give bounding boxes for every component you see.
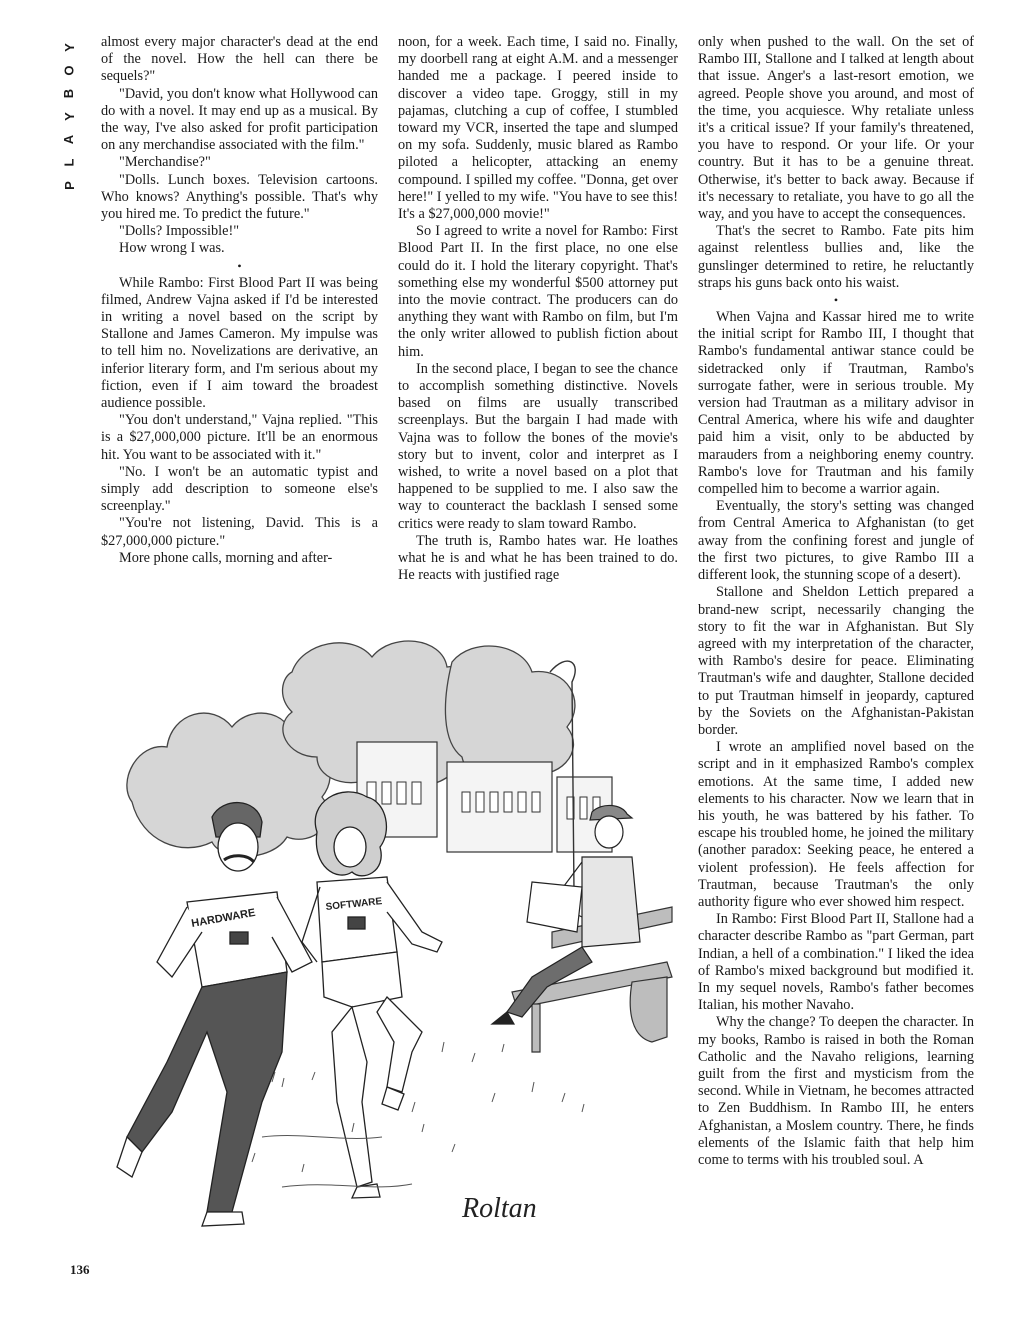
paragraph: almost every major character's dead at the end of the novel. How the hell can there be sequels?"	[101, 34, 378, 85]
paragraph: That's the secret to Rambo. Fate pits him against relentless bullies and, like the gunslinger determined to retire, he reluctantly straps his guns back onto his waist.	[698, 223, 974, 291]
brand-letter: P	[61, 181, 77, 190]
cartoonist-signature: Roltan	[462, 1193, 537, 1224]
brand-letter: L	[61, 158, 77, 167]
shirt-label-software: SOFTWARE	[325, 896, 383, 913]
paragraph: Stallone and Sheldon Lettich prepared a brand-new script, necessarily changing the story to fit the war in Afghanistan. But Sly agreed with my interpretation of the character, with Rambo's desire for peace. Eliminating Trautman's wife and daughter, Stallone decided to put Trautman himself in jeopardy, captured by the Soviets on the Afghanistan-Pakistan border.	[698, 584, 974, 738]
brand-letter: A	[61, 134, 77, 145]
paragraph: The truth is, Rambo hates war. He loathes what he is and what he has been trained to do. He reacts with justified rage	[398, 532, 678, 584]
text-column-2	[398, 34, 678, 585]
page-number: 136	[70, 1262, 90, 1277]
shirt-label-hardware: HARDWARE	[190, 906, 257, 930]
paragraph: I wrote an amplified novel based on the script and in it emphasized Rambo's complex emotions. At the same time, I added new elements to his character. Now we learn that in his youth, he was battered by his father. To escape his troubled home, he joined the military (another paradox: Seeking peace, he entered a violent profession). He feels affection for Trautman, because Trautman's the only authority figure who ever showed him respect.	[698, 739, 974, 910]
paragraph: "You're not listening, David. This is a $27,000,000 picture."	[101, 515, 378, 549]
paragraph: "Dolls. Lunch boxes. Television cartoons. Who knows? Anything's possible. That's why you hired me. To predict the future."	[101, 171, 378, 223]
cartoon-illustration	[112, 632, 678, 1238]
paragraph: More phone calls, morning and after-	[119, 549, 333, 566]
brand-letter: Y	[61, 43, 77, 52]
paragraph: Eventually, the story's setting was changed from Central America to Afghanistan (to get away from the confining forest and jungle of the first two pictures, to give Rambo III a different look, the stunning scope of a desert).	[698, 498, 974, 584]
paragraph: "Dolls? Impossible!"	[119, 223, 240, 240]
paragraph: "No. I won't be an automatic typist and simply add description to someone else's screenplay."	[101, 463, 378, 515]
paragraph: only when pushed to the wall. On the set of Rambo III, Stallone and I talked at length about that issue. Anger's a last-resort emotion, we agreed. People shove you around, and most of the time, you acquiesce. Why retaliate unless it's a critical issue? If your family's threatened, you have to respond. Or your life. Or your country. But it has to be a genuine threat. Otherwise, it's better to back away. Because if it's necessary to retaliate, you have to go all the way, and you have to accept the consequences.	[698, 34, 974, 223]
section-break-bullet: •	[237, 258, 242, 273]
paragraph: When Vajna and Kassar hired me to write the initial script for Rambo III, I thought that Rambo's fundamental antiwar stance could be sidetracked only if Trautman, Rambo's surrogate father, were in serious trouble. My version had Trautman as a military advisor in Central America, where his wife and daughter paid him a visit, only to be abducted by marauders from a neighboring enemy country. Rambo's love for Trautman and his family compelled him to become a warrior again.	[698, 309, 974, 498]
paragraph: While Rambo: First Blood Part II was being filmed, Andrew Vajna asked if I'd be interested in writing a novel based on the script by Stallone and James Cameron. My impulse was to tell him no. Novelizations are derivative, an inferior literary form, and I'm serious about my fiction, even if I aim toward the broadest audience possible.	[101, 274, 378, 412]
paragraph: In Rambo: First Blood Part II, Stallone had a character describe Rambo as "part German, part Indian, a hell of a combination." I liked the idea of Rambo's mixed background but modified it. In my sequel novels, Rambo's father becomes Italian, his mother Navaho.	[698, 911, 974, 1014]
paragraph: How wrong I was.	[119, 240, 225, 257]
paragraph: So I agreed to write a novel for Rambo: First Blood Part II. In the first place, no one else could do it. I hold the literary copyright. That's something else my wonderful $500 attorney put into the movie contract. The producers can do anything they want with Rambo on film, but I'm the only writer allowed to publish fiction about him.	[398, 223, 678, 360]
text-column-3	[698, 34, 974, 1169]
brand-letter: O	[61, 65, 77, 76]
text-column-1	[101, 34, 378, 567]
paragraph: noon, for a week. Each time, I said no. Finally, my doorbell rang at eight A.M. and a messenger handed me a package. I peered inside to discover a video tape. Groggy, still in my pajamas, clutching a cup of coffee, I stumbled toward my VCR, inserted the tape and slumped on my sofa. Suddenly, music blared as Rambo piloted a helicopter, attacking an enemy compound. I spilled my coffee. "Donna, get over here!" I yelled to my wife. "You have to see this! It's a $27,000,000 movie!"	[398, 34, 678, 223]
paragraph: In the second place, I began to see the chance to accomplish something distinctive. Novels based on films are usually transcribed screenplays. But the bargain I had made with Vajna was to follow the bones of the movie's story but to invent, color and interpret as I wished, to write a novel based on a plot that happened to be supplied to me. I also saw the way to counteract the backlash I sensed some critics were ready to slam toward Rambo.	[398, 360, 678, 532]
paragraph: Why the change? To deepen the character. In my books, Rambo is raised in both the Roman Catholic and the Navaho religions, learning guilt from the first and mysticism from the second. While in Vietnam, he becomes attracted to Zen Buddhism. In Rambo III, he enters Afghanistan, a Moslem country. There, he finds elements of the Islamic faith that help him come to terms with his troubled soul. A	[698, 1014, 974, 1168]
paragraph: "David, you don't know what Hollywood can do with a novel. It may end up as a musical. By the way, I've also asked for profit participation on any merchandise associated with the film."	[101, 85, 378, 154]
brand-letter: Y	[61, 112, 77, 121]
paragraph: "Merchandise?"	[119, 154, 211, 171]
brand-letter: B	[61, 88, 77, 99]
section-break-bullet: •	[833, 293, 839, 308]
magazine-name-vertical	[58, 36, 80, 197]
paragraph: "You don't understand," Vajna replied. "This is a $27,000,000 picture. It'll be an enormous hit. You want to be associated with it."	[101, 412, 378, 463]
